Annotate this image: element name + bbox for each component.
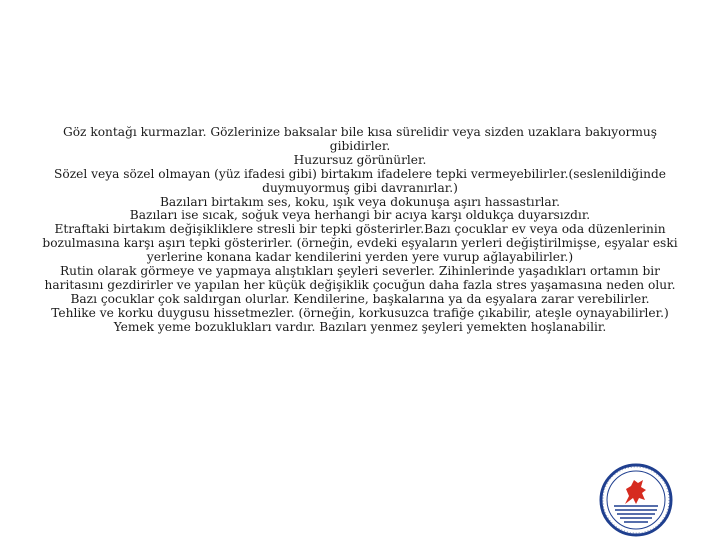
paragraph-routine: Rutin olarak görmeye ve yapmaya alıştıkları şeyleri severler. Zihinlerinde yaşadıkları ortamın bir haritasını gezdirirler ve yapılan her küçük değişiklik çocuğun daha fazla stres yaşamasına neden olur. <box>44 264 676 292</box>
university-seal-icon <box>598 462 674 538</box>
paragraph-eye-contact: Göz kontağı kurmazlar. Gözlerinize baksalar bile kısa sürelidir veya sizden uzaklara bakıyormuş gibidirler. <box>62 125 658 153</box>
paragraph-aggression: Bazı çocuklar çok saldırgan olurlar. Kendilerine, başkalarına ya da eşyalara zarar verebilirler. <box>70 291 650 306</box>
paragraph-eating: Yemek yeme bozuklukları vardır. Bazıları yenmez şeyleri yemekten hoşlanabilir. <box>113 319 607 334</box>
paragraph-insensitivity: Bazıları ise sıcak, soğuk veya herhangi bir acıya karşı oldukça duyarsızdır. <box>129 208 591 223</box>
paragraph-sensitivity: Bazıları birtakım ses, koku, ışık veya dokunuşa aşırı hassastırlar. <box>159 194 561 209</box>
paragraph-verbal-response: Sözel veya sözel olmayan (yüz ifadesi gibi) birtakım ifadelere tepki vermeyebilirler.(seslenildiğinde duymuyormuş gibi davranırlar.) <box>54 166 666 195</box>
slide-text-body <box>40 126 680 335</box>
paragraph-danger: Tehlike ve korku duygusu hissetmezler. (örneğin, korkusuzca trafiğe çıkabilir, ateşle oynayabilirler.) <box>51 305 669 320</box>
paragraph-change-stress: Etraftaki birtakım değişikliklere stresli bir tepki gösterirler.Bazı çocuklar ev veya oda düzenlerinin bozulmasına karşı aşırı tepki gösterirler. (örneğin, evdeki eşyaların yerleri değiştirilmişse, eşyalar eski yerlerine konana kadar kendilerini yerden yere vurup ağlayabilirler.) <box>42 222 678 265</box>
paragraph-restless: Huzursuz görünürler. <box>293 152 427 167</box>
